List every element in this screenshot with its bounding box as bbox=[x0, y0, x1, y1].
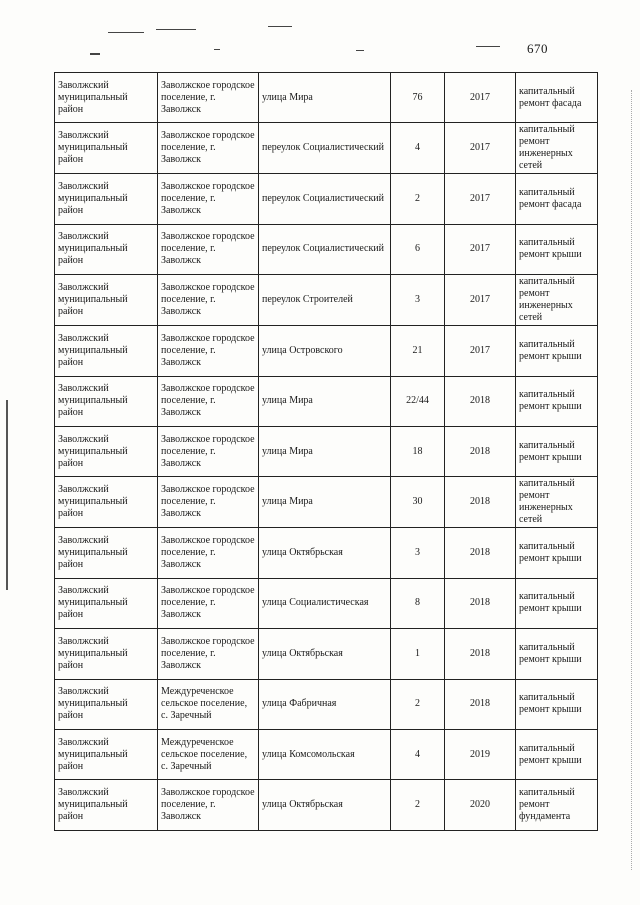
district-cell: Заволжский муниципальный район bbox=[55, 578, 158, 628]
street-cell: улица Мира bbox=[259, 73, 391, 123]
house-number-cell: 2 bbox=[391, 780, 445, 830]
settlement-cell: Междуреченское сельское поселение, с. Заречный bbox=[158, 679, 259, 729]
settlement-cell: Заволжское городское поселение, г. Заволжск bbox=[158, 528, 259, 578]
street-cell: улица Мира bbox=[259, 426, 391, 476]
work-type-cell: капитальный ремонт фундамента bbox=[516, 780, 598, 830]
year-cell: 2018 bbox=[445, 426, 516, 476]
settlement-cell: Заволжское городское поселение, г. Заволжск bbox=[158, 578, 259, 628]
work-type-cell: капитальный ремонт крыши bbox=[516, 426, 598, 476]
street-cell: улица Островского bbox=[259, 326, 391, 376]
district-cell: Заволжский муниципальный район bbox=[55, 528, 158, 578]
district-cell: Заволжский муниципальный район bbox=[55, 326, 158, 376]
year-cell: 2017 bbox=[445, 275, 516, 326]
table-row bbox=[55, 780, 598, 830]
records-table bbox=[54, 72, 598, 831]
table-row bbox=[55, 679, 598, 729]
table-row bbox=[55, 73, 598, 123]
district-cell: Заволжский муниципальный район bbox=[55, 477, 158, 528]
district-cell: Заволжский муниципальный район bbox=[55, 174, 158, 224]
settlement-cell: Заволжское городское поселение, г. Заволжск bbox=[158, 629, 259, 679]
table-row bbox=[55, 426, 598, 476]
house-number-cell: 3 bbox=[391, 275, 445, 326]
settlement-cell: Заволжское городское поселение, г. Заволжск bbox=[158, 174, 259, 224]
scan-artifact-line bbox=[108, 32, 144, 33]
work-type-cell: капитальный ремонт инженерных сетей bbox=[516, 477, 598, 528]
settlement-cell: Заволжское городское поселение, г. Заволжск bbox=[158, 224, 259, 274]
house-number-cell: 4 bbox=[391, 729, 445, 779]
house-number-cell: 76 bbox=[391, 73, 445, 123]
work-type-cell: капитальный ремонт крыши bbox=[516, 629, 598, 679]
year-cell: 2018 bbox=[445, 528, 516, 578]
scan-artifact-line bbox=[268, 26, 292, 27]
settlement-cell: Заволжское городское поселение, г. Заволжск bbox=[158, 73, 259, 123]
year-cell: 2017 bbox=[445, 73, 516, 123]
table-row bbox=[55, 174, 598, 224]
table-body bbox=[55, 73, 598, 831]
settlement-cell: Заволжское городское поселение, г. Заволжск bbox=[158, 123, 259, 174]
district-cell: Заволжский муниципальный район bbox=[55, 275, 158, 326]
work-type-cell: капитальный ремонт крыши bbox=[516, 578, 598, 628]
street-cell: переулок Социалистический bbox=[259, 224, 391, 274]
scan-artifact-line bbox=[90, 53, 100, 55]
work-type-cell: капитальный ремонт фасада bbox=[516, 174, 598, 224]
table-row bbox=[55, 629, 598, 679]
street-cell: улица Октябрьская bbox=[259, 528, 391, 578]
scan-artifact-line bbox=[156, 29, 196, 30]
work-type-cell: капитальный ремонт крыши bbox=[516, 224, 598, 274]
settlement-cell: Заволжское городское поселение, г. Заволжск bbox=[158, 780, 259, 830]
district-cell: Заволжский муниципальный район bbox=[55, 73, 158, 123]
table-row bbox=[55, 326, 598, 376]
house-number-cell: 4 bbox=[391, 123, 445, 174]
year-cell: 2018 bbox=[445, 477, 516, 528]
table-row bbox=[55, 376, 598, 426]
settlement-cell: Заволжское городское поселение, г. Заволжск bbox=[158, 477, 259, 528]
district-cell: Заволжский муниципальный район bbox=[55, 224, 158, 274]
work-type-cell: капитальный ремонт крыши bbox=[516, 729, 598, 779]
settlement-cell: Заволжское городское поселение, г. Заволжск bbox=[158, 376, 259, 426]
house-number-cell: 2 bbox=[391, 174, 445, 224]
house-number-cell: 8 bbox=[391, 578, 445, 628]
house-number-cell: 3 bbox=[391, 528, 445, 578]
settlement-cell: Междуреченское сельское поселение, с. Заречный bbox=[158, 729, 259, 779]
street-cell: улица Мира bbox=[259, 376, 391, 426]
street-cell: переулок Социалистический bbox=[259, 174, 391, 224]
year-cell: 2018 bbox=[445, 629, 516, 679]
street-cell: улица Социалистическая bbox=[259, 578, 391, 628]
year-cell: 2017 bbox=[445, 174, 516, 224]
settlement-cell: Заволжское городское поселение, г. Заволжск bbox=[158, 326, 259, 376]
table-row bbox=[55, 729, 598, 779]
scan-artifact-line bbox=[476, 46, 500, 47]
district-cell: Заволжский муниципальный район bbox=[55, 426, 158, 476]
year-cell: 2018 bbox=[445, 679, 516, 729]
scan-artifact-dots bbox=[630, 90, 632, 870]
scan-artifact-bar bbox=[6, 400, 8, 590]
year-cell: 2017 bbox=[445, 224, 516, 274]
table-row bbox=[55, 528, 598, 578]
scan-artifact-line bbox=[356, 50, 364, 51]
house-number-cell: 18 bbox=[391, 426, 445, 476]
work-type-cell: капитальный ремонт инженерных сетей bbox=[516, 123, 598, 174]
street-cell: переулок Социалистический bbox=[259, 123, 391, 174]
district-cell: Заволжский муниципальный район bbox=[55, 629, 158, 679]
street-cell: переулок Строителей bbox=[259, 275, 391, 326]
table-row bbox=[55, 275, 598, 326]
table-row bbox=[55, 578, 598, 628]
house-number-cell: 21 bbox=[391, 326, 445, 376]
year-cell: 2020 bbox=[445, 780, 516, 830]
street-cell: улица Октябрьская bbox=[259, 629, 391, 679]
work-type-cell: капитальный ремонт крыши bbox=[516, 679, 598, 729]
house-number-cell: 2 bbox=[391, 679, 445, 729]
settlement-cell: Заволжское городское поселение, г. Заволжск bbox=[158, 426, 259, 476]
house-number-cell: 6 bbox=[391, 224, 445, 274]
district-cell: Заволжский муниципальный район bbox=[55, 679, 158, 729]
work-type-cell: капитальный ремонт крыши bbox=[516, 376, 598, 426]
year-cell: 2017 bbox=[445, 326, 516, 376]
table-row bbox=[55, 123, 598, 174]
table-row bbox=[55, 224, 598, 274]
year-cell: 2018 bbox=[445, 376, 516, 426]
work-type-cell: капитальный ремонт крыши bbox=[516, 326, 598, 376]
street-cell: улица Мира bbox=[259, 477, 391, 528]
scan-artifact-line bbox=[214, 49, 220, 50]
house-number-cell: 30 bbox=[391, 477, 445, 528]
page-number: 670 bbox=[527, 41, 548, 56]
district-cell: Заволжский муниципальный район bbox=[55, 376, 158, 426]
street-cell: улица Октябрьская bbox=[259, 780, 391, 830]
work-type-cell: капитальный ремонт фасада bbox=[516, 73, 598, 123]
house-number-cell: 1 bbox=[391, 629, 445, 679]
street-cell: улица Комсомольская bbox=[259, 729, 391, 779]
year-cell: 2019 bbox=[445, 729, 516, 779]
year-cell: 2018 bbox=[445, 578, 516, 628]
year-cell: 2017 bbox=[445, 123, 516, 174]
work-type-cell: капитальный ремонт инженерных сетей bbox=[516, 275, 598, 326]
house-number-cell: 22/44 bbox=[391, 376, 445, 426]
table-row bbox=[55, 477, 598, 528]
settlement-cell: Заволжское городское поселение, г. Заволжск bbox=[158, 275, 259, 326]
work-type-cell: капитальный ремонт крыши bbox=[516, 528, 598, 578]
district-cell: Заволжский муниципальный район bbox=[55, 729, 158, 779]
street-cell: улица Фабричная bbox=[259, 679, 391, 729]
district-cell: Заволжский муниципальный район bbox=[55, 780, 158, 830]
district-cell: Заволжский муниципальный район bbox=[55, 123, 158, 174]
